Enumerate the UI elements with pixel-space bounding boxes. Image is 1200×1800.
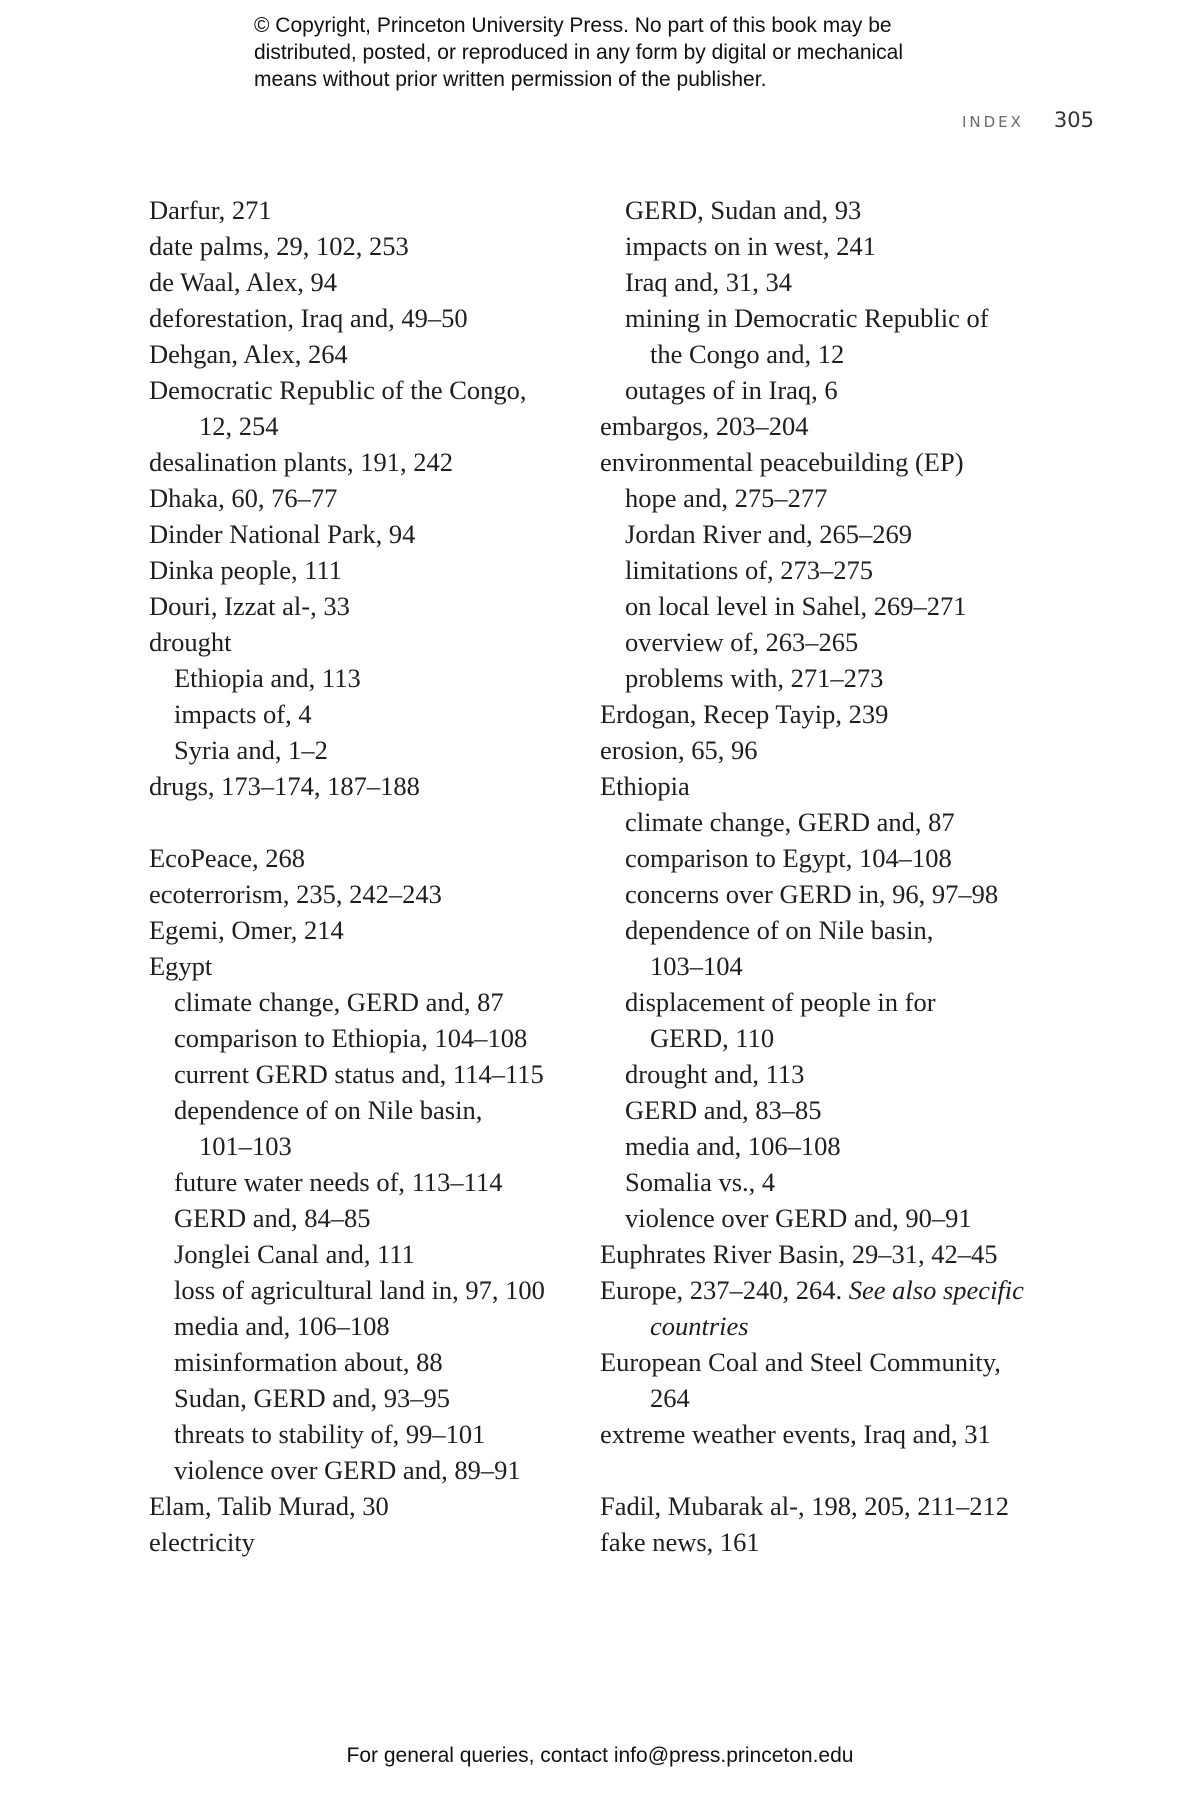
- copyright-line: distributed, posted, or reproduced in any form by digital or mechanical: [254, 41, 904, 64]
- index-entry: Ethiopia: [600, 771, 690, 801]
- index-entry: erosion, 65, 96: [600, 735, 758, 765]
- index-subentry: problems with, 271–273: [625, 663, 884, 693]
- index-entry: Elam, Talib Murad, 30: [149, 1491, 389, 1521]
- index-entry: fake news, 161: [600, 1527, 760, 1557]
- index-entry: Erdogan, Recep Tayip, 239: [600, 699, 889, 729]
- index-subentry: outages of in Iraq, 6: [625, 375, 838, 405]
- index-entry-text: Europe, 237–240, 264.: [600, 1275, 849, 1305]
- footer-contact: For general queries, contact info@press.princeton.edu: [346, 1744, 854, 1767]
- index-subentry: future water needs of, 113–114: [174, 1167, 503, 1197]
- index-entry: Darfur, 271: [149, 195, 272, 225]
- index-entry: Douri, Izzat al-, 33: [149, 591, 350, 621]
- index-subentry: Sudan, GERD and, 93–95: [174, 1383, 451, 1413]
- index-subentry: climate change, GERD and, 87: [174, 987, 504, 1017]
- index-entry-continuation: 12, 254: [199, 411, 279, 441]
- index-subentry-continuation: GERD, 110: [650, 1023, 775, 1053]
- index-subentry: dependence of on Nile basin,: [625, 915, 934, 945]
- copyright-line: © Copyright, Princeton University Press. No part of this book may be: [254, 14, 892, 37]
- index-subentry: loss of agricultural land in, 97, 100: [174, 1275, 545, 1305]
- running-head: [962, 108, 1094, 132]
- index-entry: deforestation, Iraq and, 49–50: [149, 303, 468, 333]
- index-entry: date palms, 29, 102, 253: [149, 231, 409, 261]
- index-entry: Dehgan, Alex, 264: [149, 339, 348, 369]
- index-column-right: [600, 192, 1060, 1560]
- index-subentry: drought and, 113: [625, 1059, 805, 1089]
- index-subentry: on local level in Sahel, 269–271: [625, 591, 967, 621]
- index-subentry: displacement of people in for: [625, 987, 936, 1017]
- index-subentry: Iraq and, 31, 34: [625, 267, 793, 297]
- index-entry: drought: [149, 627, 232, 657]
- index-column-left: [149, 192, 579, 1560]
- index-subentry: Jordan River and, 265–269: [625, 519, 913, 549]
- index-entry: European Coal and Steel Community,: [600, 1347, 1001, 1377]
- page-number: 305: [1053, 108, 1094, 132]
- index-entry: drugs, 173–174, 187–188: [149, 771, 420, 801]
- letter-group-gap: [600, 1452, 1060, 1488]
- index-subentry: mining in Democratic Republic of: [625, 303, 989, 333]
- index-entry: environmental peacebuilding (EP): [600, 447, 964, 477]
- index-subentry: dependence of on Nile basin,: [174, 1095, 483, 1125]
- copyright-notice: [254, 12, 1014, 93]
- section-title: INDEX: [961, 113, 1024, 131]
- index-entry-continuation: [600, 1308, 1060, 1344]
- index-subentry: misinformation about, 88: [174, 1347, 443, 1377]
- index-subentry-continuation: 103–104: [650, 951, 743, 981]
- index-subentry: climate change, GERD and, 87: [625, 807, 955, 837]
- index-subentry: comparison to Egypt, 104–108: [625, 843, 952, 873]
- index-subentry: Somalia vs., 4: [625, 1167, 776, 1197]
- index-subentry: GERD and, 83–85: [625, 1095, 822, 1125]
- index-subentry: GERD, Sudan and, 93: [625, 195, 862, 225]
- index-entry: Democratic Republic of the Congo,: [149, 375, 527, 405]
- index-entry: extreme weather events, Iraq and, 31: [600, 1419, 991, 1449]
- index-entry: Dinka people, 111: [149, 555, 343, 585]
- index-entry: Egemi, Omer, 214: [149, 915, 344, 945]
- index-subentry: limitations of, 273–275: [625, 555, 874, 585]
- copyright-line: means without prior written permission of the publisher.: [254, 68, 767, 91]
- index-subentry: hope and, 275–277: [625, 483, 828, 513]
- index-subentry: Ethiopia and, 113: [174, 663, 361, 693]
- index-subentry: GERD and, 84–85: [174, 1203, 371, 1233]
- index-entry: Egypt: [149, 951, 213, 981]
- index-subentry: concerns over GERD in, 96, 97–98: [625, 879, 999, 909]
- index-subentry: comparison to Ethiopia, 104–108: [174, 1023, 528, 1053]
- index-entry: [600, 1272, 1060, 1308]
- index-subentry: media and, 106–108: [625, 1131, 841, 1161]
- index-entry: electricity: [149, 1527, 255, 1557]
- index-entry: Dhaka, 60, 76–77: [149, 483, 338, 513]
- index-entry: Dinder National Park, 94: [149, 519, 416, 549]
- index-subentry: Jonglei Canal and, 111: [174, 1239, 415, 1269]
- index-entry: Fadil, Mubarak al-, 198, 205, 211–212: [600, 1491, 1009, 1521]
- index-subentry-continuation: 101–103: [199, 1131, 292, 1161]
- see-also-reference-continued: countries: [650, 1311, 749, 1341]
- index-entry-continuation: 264: [650, 1383, 690, 1413]
- index-entry: Euphrates River Basin, 29–31, 42–45: [600, 1239, 998, 1269]
- see-also-reference: See also specific: [848, 1275, 1024, 1305]
- index-subentry: impacts of, 4: [174, 699, 312, 729]
- letter-group-gap: [149, 804, 579, 840]
- index-subentry-continuation: the Congo and, 12: [650, 339, 845, 369]
- index-subentry: impacts on in west, 241: [625, 231, 876, 261]
- index-entry: desalination plants, 191, 242: [149, 447, 453, 477]
- index-subentry: Syria and, 1–2: [174, 735, 328, 765]
- index-entry: embargos, 203–204: [600, 411, 809, 441]
- index-subentry: violence over GERD and, 89–91: [174, 1455, 521, 1485]
- index-subentry: current GERD status and, 114–115: [174, 1059, 544, 1089]
- index-subentry: media and, 106–108: [174, 1311, 390, 1341]
- index-subentry: threats to stability of, 99–101: [174, 1419, 486, 1449]
- index-subentry: overview of, 263–265: [625, 627, 859, 657]
- index-entry: EcoPeace, 268: [149, 843, 305, 873]
- index-entry: ecoterrorism, 235, 242–243: [149, 879, 442, 909]
- index-subentry: violence over GERD and, 90–91: [625, 1203, 972, 1233]
- index-entry: de Waal, Alex, 94: [149, 267, 337, 297]
